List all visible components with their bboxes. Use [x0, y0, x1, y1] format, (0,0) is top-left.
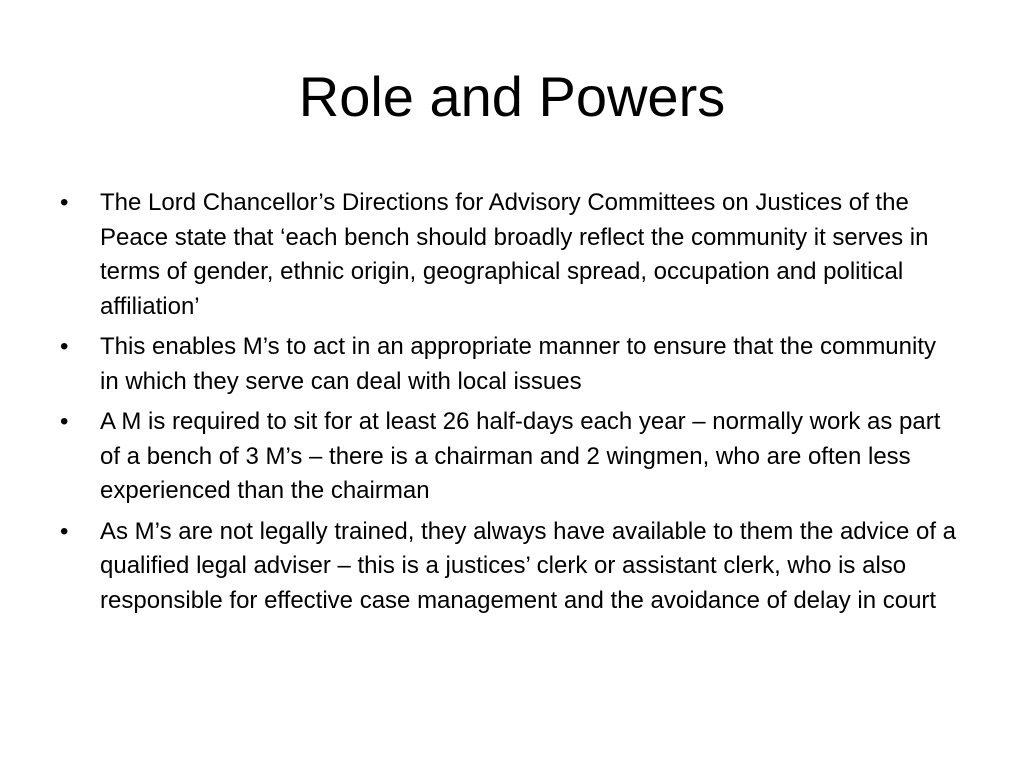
bullet-text: The Lord Chancellor’s Directions for Advisory Committees on Justices of the Peace state that ‘each bench should broadly reflect the community it serves in terms of gender, ethnic origin, geographical spread, occupation and political affiliation’ — [100, 189, 929, 320]
bullet-text: As M’s are not legally trained, they always have available to them the advice of a qualified legal adviser – this is a justices’ clerk or assistant clerk, who is also responsible for effective case management and the avoidance of delay in court — [100, 517, 957, 614]
list-item — [60, 186, 960, 324]
bullet-dot-icon: • — [60, 189, 69, 216]
bullet-dot-icon: • — [60, 408, 69, 435]
bullet-text: This enables M’s to act in an appropriate manner to ensure that the community in which they serve can deal with local issues — [100, 333, 937, 395]
slide-title: Role and Powers — [298, 65, 726, 128]
bullet-dot-icon: • — [60, 517, 69, 545]
list-item — [60, 405, 960, 509]
list-item — [60, 330, 960, 399]
bullet-dot-icon: • — [60, 333, 69, 360]
list-item — [60, 515, 960, 619]
bullet-list — [60, 186, 960, 624]
bullet-text: A M is required to sit for at least 26 half-days each year – normally work as part of a bench of 3 M’s – there is a chairman and 2 wingmen, who are often less experienced than the chairman — [100, 408, 941, 504]
